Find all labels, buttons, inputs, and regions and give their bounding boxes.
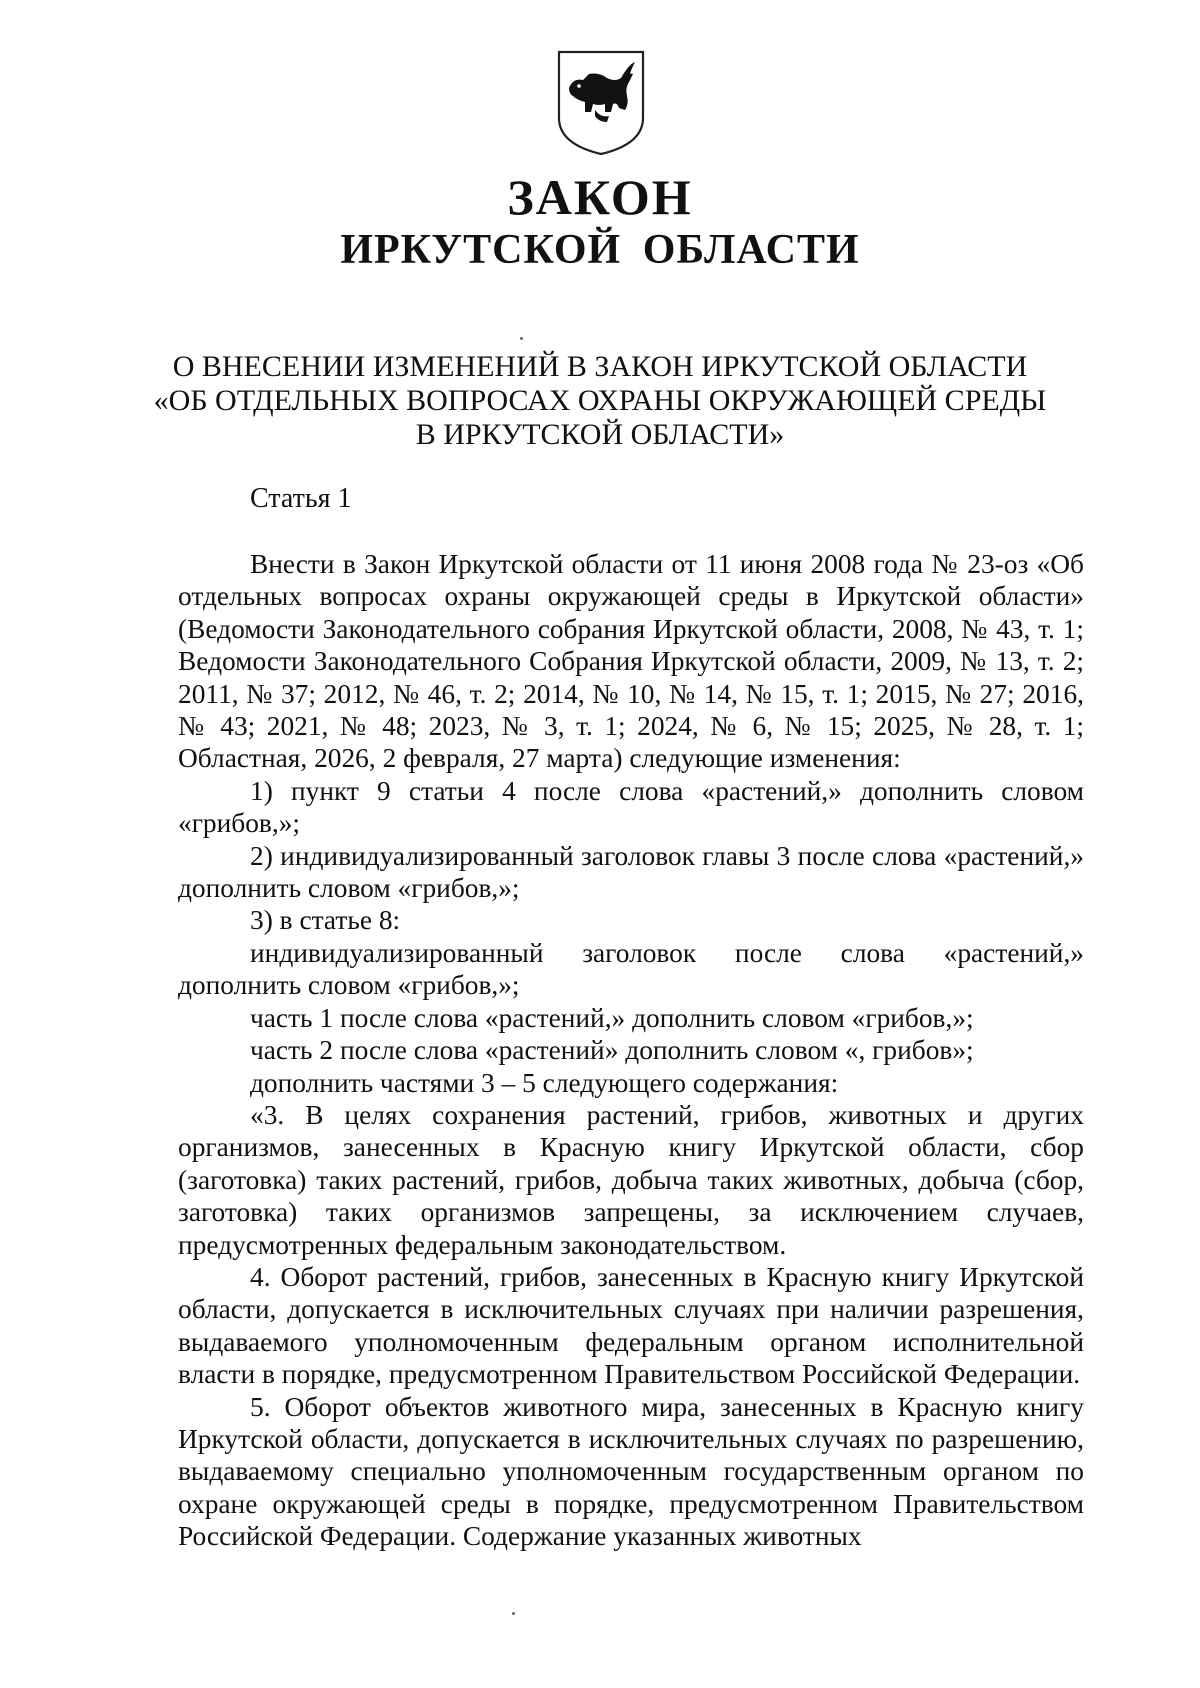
paragraph-item-3-add-parts: дополнить частями 3 – 5 следующего содержания: — [250, 1067, 839, 1098]
document-title-region: ИРКУТСКОЙ ОБЛАСТИ — [340, 227, 860, 273]
paragraph-item-3-part-1: часть 1 после слова «растений,» дополнить словом «грибов,»; — [250, 1002, 974, 1033]
paragraph-item-1: 1) пункт 9 статьи 4 после слова «растений,» дополнить словом «грибов,»; — [178, 775, 1084, 839]
paragraph-item-3-heading: индивидуализированный заголовок после слова «растений,» дополнить словом «грибов,»; — [178, 937, 1084, 1001]
paragraph-part-3: «3. В целях сохранения растений, грибов, животных и других организмов, занесенных в Красную книгу Иркутской области, сбор (заготовка) таких растений, грибов, добыча таких животных, добыча (сбор, заготовка) таких организмов запрещены, за исключением случаев, предусмотренных федеральным законодательством. — [178, 1099, 1084, 1260]
paragraph-part-5: 5. Оборот объектов животного мира, занесенных в Красную книгу Иркутской области, допускается в исключительных случаях по разрешению, выдаваемому специально уполномоченным государственным органом по охране окружающей среды в порядке, предусмотренном Правительством Российской Федерации. Содержание указанных животных — [178, 1391, 1084, 1552]
scan-speck — [512, 1612, 515, 1615]
paragraph-part-4: 4. Оборот растений, грибов, занесенных в Красную книгу Иркутской области, допускается в исключительных случаях при наличии разрешения, выдаваемого уполномоченным федеральным органом исполнительной власти в порядке, предусмотренном Правительством Российской Федерации. — [178, 1261, 1084, 1390]
document-title-law: ЗАКОН — [507, 169, 693, 225]
subtitle-line-3: В ИРКУТСКОЙ ОБЛАСТИ» — [415, 418, 785, 451]
paragraph-intro: Внести в Закон Иркутской области от 11 июня 2008 года № 23-оз «Об отдельных вопросах охраны окружающей среды в Иркутской области» (Ведомости Законодательного собрания Иркутской области, 2008, № 43, т. 1; Ведомости Законодательного Собрания Иркутской области, 2009, № 13, т. 2; 2011, № 37; 2012, № 46, т. 2; 2014, № 10, № 14, № 15, т. 1; 2015, № 27; 2016, № 43; 2021, № 48; 2023, № 3, т. 1; 2024, № 6, № 15; 2025, № 28, т. 1; Областная, 2026, 2 февраля, 27 марта) следующие изменения: — [178, 549, 1084, 774]
paragraph-item-3-part-2: часть 2 после слова «растений» дополнить словом «, грибов»; — [250, 1035, 974, 1066]
article-heading: Статья 1 — [250, 483, 352, 514]
subtitle-line-2: «ОБ ОТДЕЛЬНЫХ ВОПРОСАХ ОХРАНЫ ОКРУЖАЮЩЕЙ СРЕДЫ — [153, 384, 1047, 417]
paragraph-item-3: 3) в статье 8: — [250, 905, 401, 936]
paragraph-item-2: 2) индивидуализированный заголовок главы 3 после слова «растений,» дополнить словом «грибов,»; — [178, 840, 1084, 904]
document-subtitle — [0, 350, 1200, 452]
coat-of-arms-emblem — [555, 48, 647, 158]
subtitle-line-1: О ВНЕСЕНИИ ИЗМЕНЕНИЙ В ЗАКОН ИРКУТСКОЙ ОБЛАСТИ — [172, 350, 1028, 383]
article-body — [178, 548, 1084, 1553]
scan-speck — [520, 337, 523, 340]
